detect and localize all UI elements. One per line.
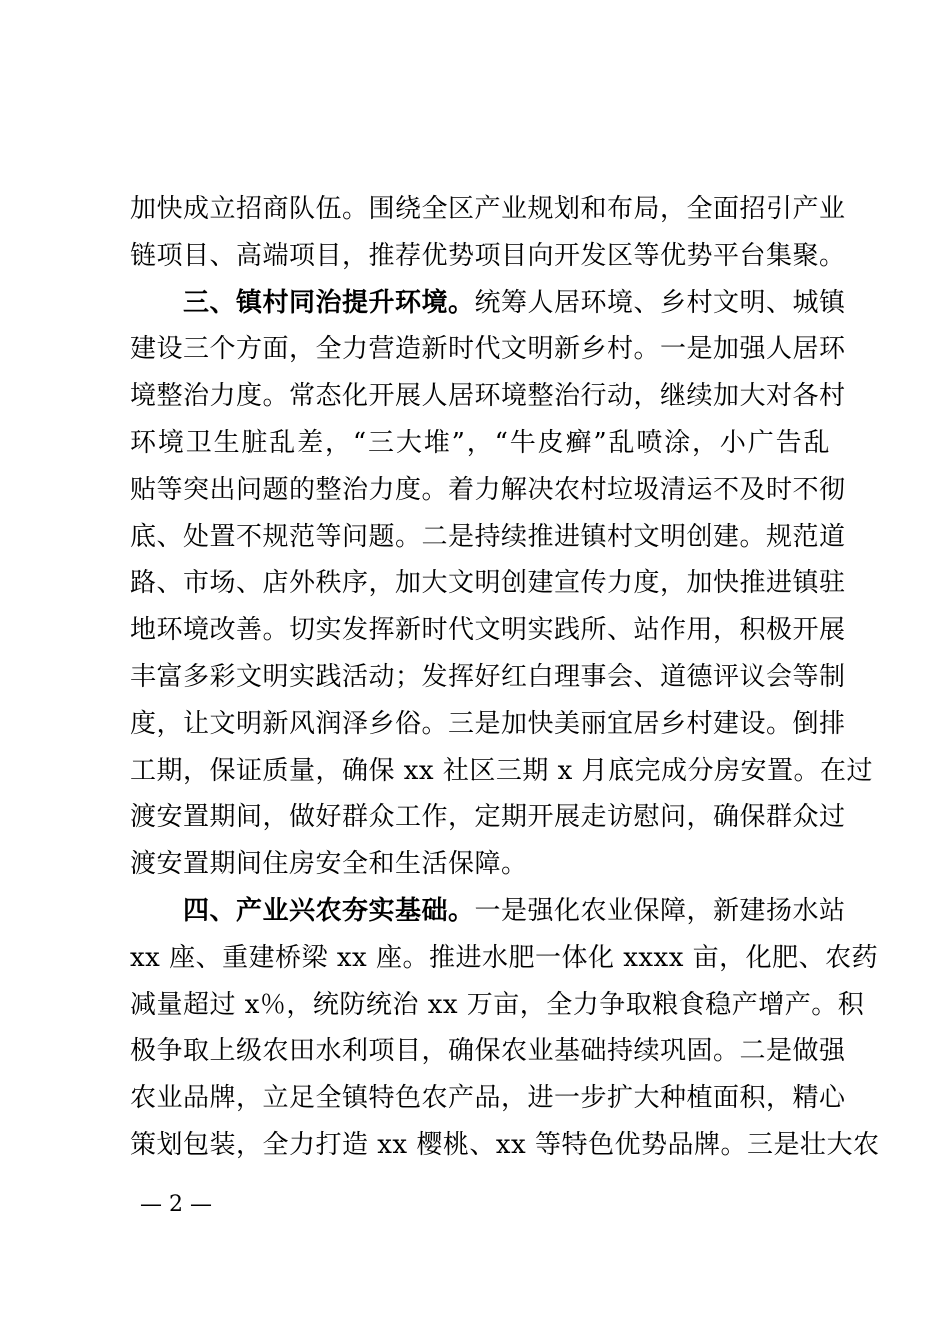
text-line: 链项目、高端项目，推荐优势项目向开发区等优势平台集聚。 xyxy=(130,240,846,271)
text-line: 地环境改善。切实发挥新时代文明实践所、站作用，积极开展 xyxy=(130,615,846,646)
text-line: 渡安置期间住房安全和生活保障。 xyxy=(130,849,528,880)
text-line: xx 座、重建桥梁 xx 座。推进水肥一体化 xxxx 亩，化肥、农药 xyxy=(130,942,879,973)
text-line: 农业品牌，立足全镇特色农产品，进一步扩大种植面积，精心 xyxy=(130,1083,846,1114)
text-line: 策划包装，全力打造 xx 樱桃、xx 等特色优势品牌。三是壮大农 xyxy=(130,1129,880,1160)
text-line: 路、市场、店外秩序，加大文明创建宣传力度，加快推进镇驻 xyxy=(130,568,846,599)
text-line: 极争取上级农田水利项目，确保农业基础持续巩固。二是做强 xyxy=(130,1036,846,1067)
text-line: 工期，保证质量，确保 xx 社区三期 x 月底完成分房安置。在过 xyxy=(130,755,874,786)
text-line: 贴等突出问题的整治力度。着力解决农村垃圾清运不及时不彻 xyxy=(130,474,846,505)
text-line: 建设三个方面，全力营造新时代文明新乡村。一是加强人居环 xyxy=(130,334,846,365)
section-heading-line xyxy=(130,280,846,327)
text-line: 渡安置期间，做好群众工作，定期开展走访慰问，确保群众过 xyxy=(130,802,846,833)
text-line: 境整治力度。常态化开展人居环境整治行动，继续加大对各村 xyxy=(130,381,846,412)
section-heading-line xyxy=(130,888,846,935)
text-line: 环境卫生脏乱差，“三大堆”，“牛皮癣”乱喷涂，小广告乱 xyxy=(130,427,830,458)
text-line: 减量超过 x％，统防统治 xx 万亩，全力争取粮食稳产增产。积 xyxy=(130,989,865,1020)
text-line: 度，让文明新风润泽乡俗。三是加快美丽宜居乡村建设。倒排 xyxy=(130,708,846,739)
text-line: 底、处置不规范等问题。二是持续推进镇村文明创建。规范道 xyxy=(130,521,846,552)
text-line: 加快成立招商队伍。围绕全区产业规划和布局，全面招引产业 xyxy=(130,194,846,224)
text-run: 一是强化农业保障，新建扬水站 xyxy=(474,895,846,926)
page-number: — 2 — xyxy=(140,1192,212,1217)
document-body xyxy=(130,186,880,1169)
text-run: 统筹人居环境、乡村文明、城镇 xyxy=(474,287,846,318)
section-heading-3: 三、镇村同治提升环境。 xyxy=(183,287,475,318)
text-line: 丰富多彩文明实践活动；发挥好红白理事会、道德评议会等制 xyxy=(130,661,846,692)
section-heading-4: 四、产业兴农夯实基础。 xyxy=(183,895,475,926)
